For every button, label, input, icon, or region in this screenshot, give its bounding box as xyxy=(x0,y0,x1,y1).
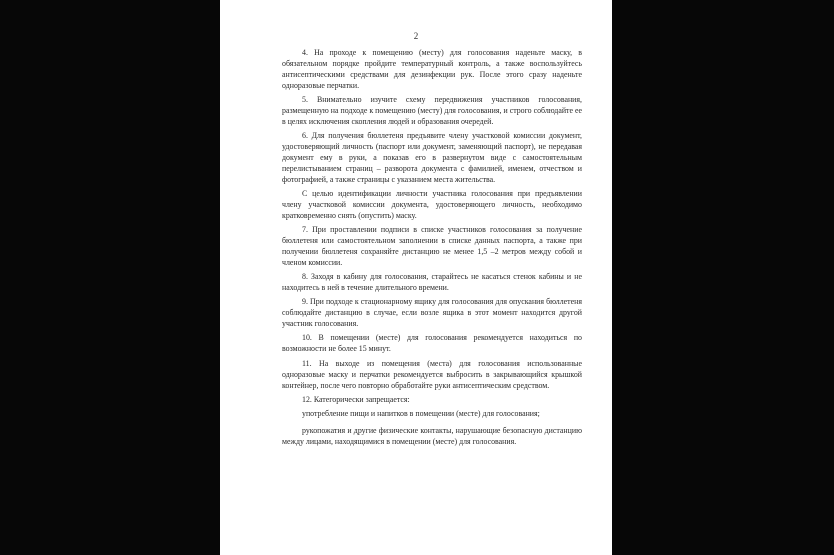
paragraph-11: 11. На выходе из помещения (места) для голосования использованные одноразовые маску и перчатки рекомендуется выбросить в закрывающийся крышкой контейнер, после чего повторно обработайте руки антисептическим средством. xyxy=(282,358,582,390)
prohibited-item: рукопожатия и другие физические контакты, нарушающие безопасную дистанцию между лицами, находящимися в помещении (месте) для голосования. xyxy=(282,426,582,446)
page-number: 2 xyxy=(413,31,419,41)
document-body xyxy=(282,48,582,451)
paragraph-4: 4. На проходе к помещению (месту) для голосования наденьте маску, в обязательном порядке пройдите температурный контроль, а также воспользуйтесь антисептическими средствами для дезинфекции рук. После этого сразу наденьте одноразовые перчатки. xyxy=(282,48,582,90)
paragraph-12: 12. Категорически запрещается: xyxy=(302,394,410,404)
paragraph-6-note: С целью идентификации личности участника голосования при предъявлении члену участковой комиссии документа, удостоверяющего личность, необходимо кратковременно снять (опустить) маску. xyxy=(282,189,582,220)
prohibited-item: употребление пищи и напитков в помещении (месте) для голосования; xyxy=(302,409,540,419)
paragraph-10: 10. В помещении (месте) для голосования рекомендуется находиться по возможности не более 15 минут. xyxy=(282,333,582,354)
document-page xyxy=(220,0,612,555)
paragraph-6: 6. Для получения бюллетеня предъявите члену участковой комиссии документ, удостоверяющий личность (паспорт или документ, заменяющий паспорт), не передавая документ ему в руки, а показав его в развернутом виде с самостоятельным перелистыванием страниц – разворота документа с фамилией, именем, отчеством и фотографией, а также страницы с указанием места жительства. xyxy=(282,131,582,184)
paragraph-8: 8. Заходя в кабину для голосования, старайтесь не касаться стенок кабины и не находитесь в ней в течение длительного времени. xyxy=(282,272,582,293)
paragraph-5: 5. Внимательно изучите схему передвижения участников голосования, размещенную на подходе к помещению (месту) для голосования, и строго соблюдайте ее в целях исключения скопления людей и образования очередей. xyxy=(282,95,582,126)
paragraph-7: 7. При проставлении подписи в списке участников голосования за получение бюллетеня или самостоятельном заполнении в списке данных паспорта, а также при получении бюллетеня сохраняйте дистанцию не менее 1,5 –2 метров между собой и членом комиссии. xyxy=(282,225,582,267)
paragraph-9: 9. При подходе к стационарному ящику для голосования для опускания бюллетеня соблюдайте дистанцию в случае, если возле ящика в этот момент находится другой участник голосования. xyxy=(282,297,582,329)
